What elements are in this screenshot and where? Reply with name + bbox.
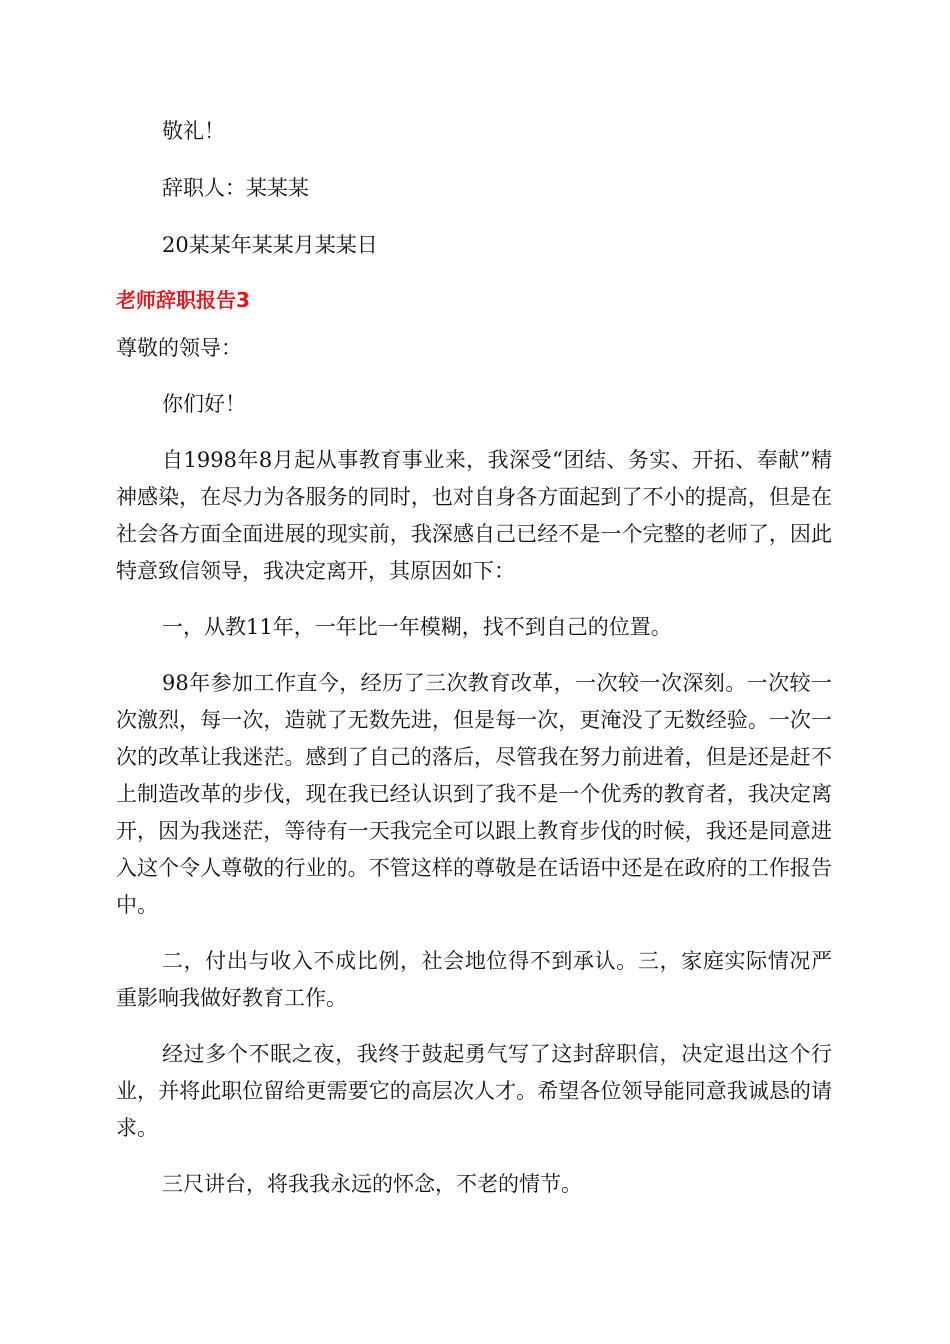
paragraph-decision: 经过多个不眠之夜，我终于鼓起勇气写了这封辞职信，决定退出这个行业，并将此职位留给更需要它的高层次人才。希望各位领导能同意我诚恳的请求。: [116, 1042, 832, 1140]
section-heading: 老师辞职报告3: [116, 288, 250, 312]
paragraph-farewell: 三尺讲台，将我我永远的怀念，不老的情节。: [162, 1172, 582, 1196]
greeting: 你们好！: [162, 392, 246, 416]
paragraph-reasons-two-three: 二，付出与收入不成比例，社会地位得不到承认。三，家庭实际情况严重影响我做好教育工作。: [116, 949, 832, 1010]
paragraph-reason-one: 一，从教11年，一年比一年模糊，找不到自己的位置。: [162, 615, 672, 639]
closing-salute: 敬礼！: [162, 119, 225, 143]
paragraph-reform: 98年参加工作直今，经历了三次教育改革，一次较一次深刻。一次较一次激烈，每一次，造就了无数先进，但是每一次，更淹没了无数经验。一次一次的改革让我迷茫。感到了自己的落后，尽管我在努力前进着，但是还是赶不上制造改革的步伐，现在我已经认识到了我不是一个优秀的教育者，我决定离开，因为我迷茫，等待有一天我完全可以跟上教育步伐的时候，我还是同意进入这个令人尊敬的行业的。不管这样的尊敬是在话语中还是在政府的工作报告中。: [116, 671, 832, 917]
document-body: [116, 113, 832, 1203]
closing-signature: 辞职人：某某某: [162, 176, 309, 200]
closing-date: 20某某年某某月某某日: [162, 233, 378, 257]
paragraph-intro: 自1998年8月起从事教育事业来，我深受“团结、务实、开拓、奉献”精神感染，在尽力为各服务的同时，也对自身各方面起到了不小的提高，但是在社会各方面全面进展的现实前，我深感自己已经不是一个完整的老师了，因此特意致信领导，我决定离开，其原因如下：: [116, 448, 832, 583]
salutation: 尊敬的领导：: [116, 336, 242, 360]
